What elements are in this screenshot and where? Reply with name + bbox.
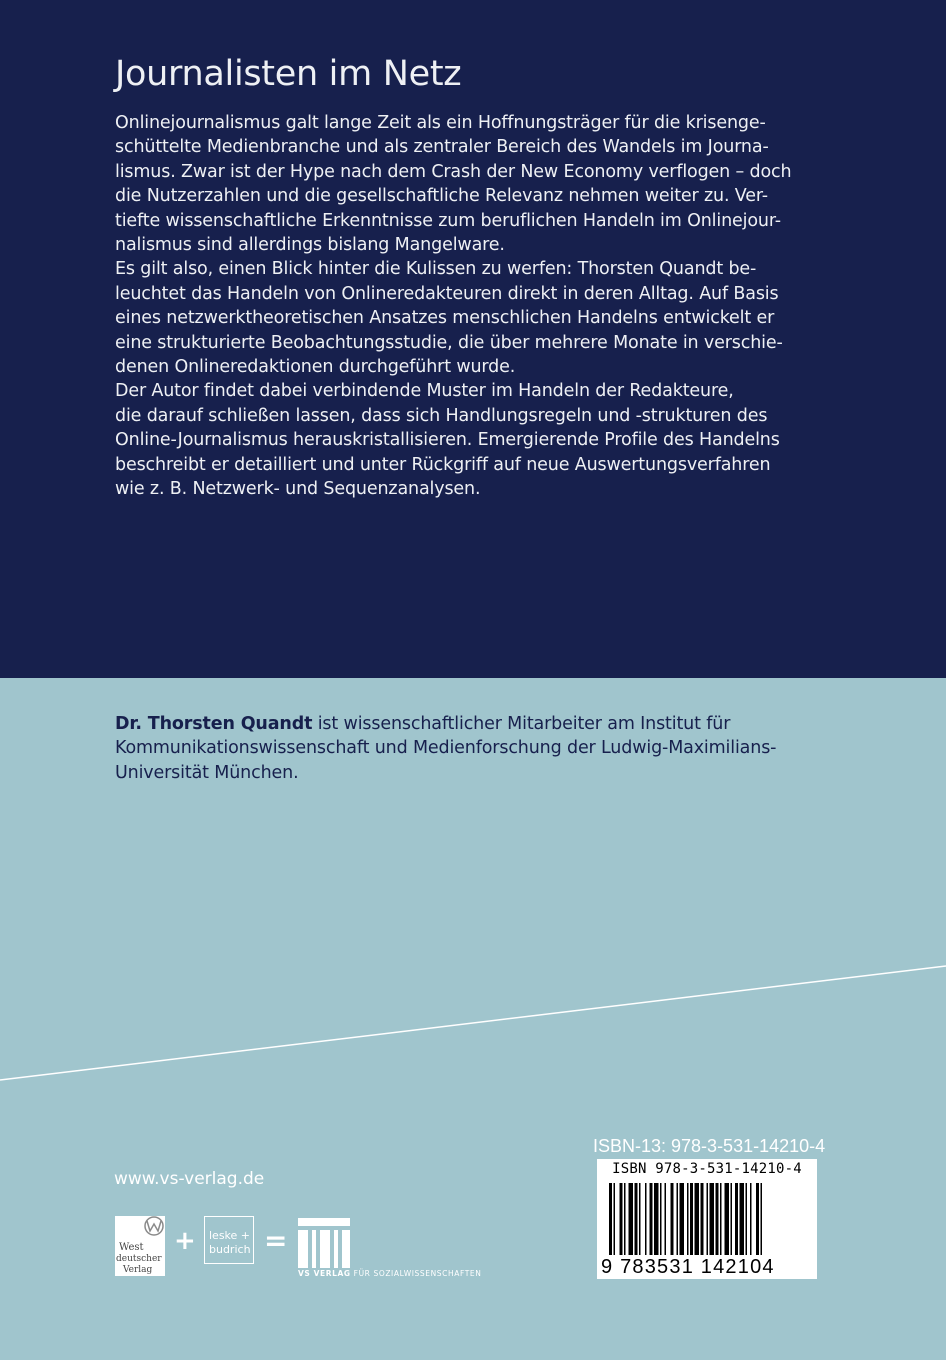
barcode-bar <box>629 1183 634 1255</box>
barcode-bar <box>731 1183 733 1255</box>
barcode-bar <box>650 1183 653 1255</box>
blurb-line: die darauf schließen lassen, dass sich Handlungsregeln und -strukturen des <box>115 405 768 426</box>
plus-sign: + <box>174 1226 196 1256</box>
blurb-line: eine strukturierte Beobachtungsstudie, die über mehrere Monate in verschie- <box>115 332 783 353</box>
publisher-url[interactable]: www.vs-verlag.de <box>114 1169 265 1189</box>
barcode-bar <box>609 1183 612 1255</box>
author-bio-line: Universität München. <box>115 762 299 783</box>
leske-budrich-logo <box>204 1216 254 1264</box>
leske-logo-text: budrich <box>209 1243 251 1256</box>
westdeutscher-verlag-logo <box>115 1216 165 1276</box>
barcode-bar <box>687 1183 689 1255</box>
barcode-bar <box>725 1183 730 1255</box>
vs-verlag-bold: VS VERLAG <box>298 1269 351 1278</box>
barcode-bar <box>750 1183 752 1255</box>
book-title: Journalisten im Netz <box>115 54 462 94</box>
barcode-bar <box>735 1183 738 1255</box>
blurb-line: eines netzwerktheoretischen Ansatzes menschlichen Handelns entwickelt er <box>115 308 775 329</box>
blurb-line: beschreibt er detailliert und unter Rückgriff auf neue Auswertungsverfahren <box>115 454 771 475</box>
leske-logo-text: leske + <box>209 1229 251 1242</box>
author-bio-text: ist wissenschaftlicher Mitarbeiter am Institut für <box>312 714 731 734</box>
blurb-line: wie z. B. Netzwerk- und Sequenzanalysen. <box>115 479 481 500</box>
blurb-line: lismus. Zwar ist der Hype nach dem Crash der New Economy verflogen – doch <box>115 161 792 182</box>
blurb-line: Der Autor findet dabei verbindende Muster im Handeln der Redakteure, <box>115 381 734 402</box>
barcode-bar <box>746 1183 748 1255</box>
barcode-bar <box>677 1183 679 1255</box>
wd-logo-text: West <box>119 1242 144 1253</box>
barcode-bar <box>614 1183 616 1255</box>
author-name: Dr. Thorsten Quandt <box>115 714 313 734</box>
blurb-line: nalismus sind allerdings bislang Mangelware. <box>115 235 505 256</box>
barcode-bar <box>665 1183 667 1255</box>
wd-logo-text: deutscher <box>116 1254 162 1264</box>
barcode-bar <box>720 1183 722 1255</box>
blurb-line: denen Onlineredaktionen durchgeführt wurde. <box>115 357 516 378</box>
blurb-line: Es gilt also, einen Blick hinter die Kulissen zu werfen: Thorsten Quandt be- <box>115 259 757 280</box>
equals-sign: = <box>264 1224 288 1257</box>
barcode-bar <box>671 1183 674 1255</box>
author-bio-line: Kommunikationswissenschaft und Medienforschung der Ludwig-Maximilians- <box>115 738 777 759</box>
barcode-bar <box>695 1183 700 1255</box>
barcode-bar <box>635 1183 638 1255</box>
barcode-bar <box>761 1183 763 1255</box>
barcode-bar <box>690 1183 693 1255</box>
blurb-line: tiefte wissenschaftliche Erkenntnisse zum beruflichen Handeln im Onlinejour- <box>115 210 781 231</box>
barcode <box>597 1159 817 1279</box>
blurb-line: Onlinejournalismus galt lange Zeit als ein Hoffnungsträger für die krisenge- <box>115 113 766 133</box>
barcode-bar <box>707 1183 709 1255</box>
barcode-bar <box>680 1183 685 1255</box>
barcode-bar <box>654 1183 659 1255</box>
vs-verlag-label <box>298 1269 481 1278</box>
barcode-bar <box>716 1183 719 1255</box>
wd-logo-text: Verlag <box>123 1265 153 1275</box>
barcode-bar <box>710 1183 715 1255</box>
blurb-line: die Nutzerzahlen und die gesellschaftliche Relevanz nehmen weiter zu. Ver- <box>115 186 768 207</box>
barcode-bar <box>620 1183 623 1255</box>
barcode-isbn-text: ISBN 978-3-531-14210-4 <box>612 1161 802 1177</box>
barcode-bar <box>660 1183 662 1255</box>
barcode-bar <box>645 1183 647 1255</box>
barcode-bar <box>701 1183 704 1255</box>
blurb-line: schüttelte Medienbranche und als zentraler Bereich des Wandels im Journa- <box>115 137 769 158</box>
vs-verlag-rest: FÜR SOZIALWISSENSCHAFTEN <box>350 1269 482 1278</box>
isbn-label: ISBN-13: 978-3-531-14210-4 <box>593 1136 826 1156</box>
barcode-digits: 9 783531 142104 <box>601 1256 775 1278</box>
blurb-line: leuchtet das Handeln von Onlineredakteuren direkt in deren Alltag. Auf Basis <box>115 283 779 304</box>
barcode-bar <box>740 1183 745 1255</box>
barcode-bar <box>624 1183 626 1255</box>
blurb-line: Online-Journalismus herauskristallisieren. Emergierende Profile des Handelns <box>115 430 780 451</box>
barcode-bar <box>756 1183 759 1255</box>
barcode-bar <box>639 1183 641 1255</box>
